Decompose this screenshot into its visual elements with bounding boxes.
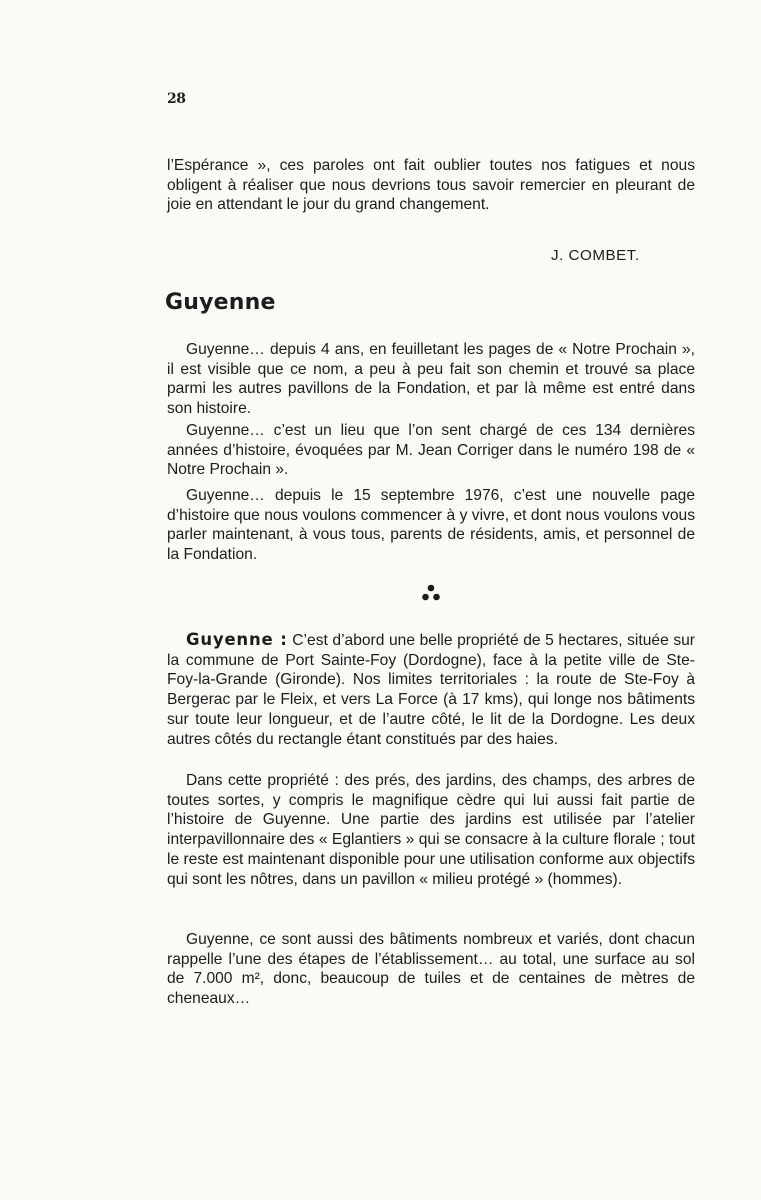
author-signature: J. COMBET.	[551, 247, 640, 264]
description-text: C’est d’abord une belle propriété de 5 hectares, située sur la commune de Port Sainte-Foy (Dordogne), face à la petite ville de Ste-Foy-la-Grande (Gironde). Nos limites territoriales : la route de Ste-Foy à Bergerac par le Fleix, et vers La Force (à 17 kms), qui longe nos bâtiments sur toute leur longueur, et de l’autre côté, le lit de la Dordogne. Les deux autres côtés du rectangle étant constitués par des haies.	[167, 632, 695, 748]
section-title: Guyenne	[165, 290, 276, 315]
property-paragraph: Dans cette propriété : des prés, des jardins, des champs, des arbres de toutes sortes, y compris le magnifique cèdre qui lui aussi fait partie de l’histoire de Guyenne. Une partie des jardins est utilisée par l’atelier interpavillonnaire des « Eglantiers » qui se consacre à la culture florale ; tout le reste est maintenant disponible pour une utilisation conforme aux objectifs qui sont les nôtres, dans un pavillon « milieu protégé » (hommes).	[167, 772, 695, 888]
description-paragraph	[167, 630, 695, 749]
description-lead: Guyenne :	[186, 630, 288, 649]
intro-paragraph: l’Espérance », ces paroles ont fait oublier toutes nos fatigues et nous obligent à réaliser que nous devrions tous savoir remercier en pleurant de joie en attendant le jour du grand changement.	[167, 157, 695, 214]
history-paragraph-2: Guyenne… c’est un lieu que l’on sent chargé de ces 134 dernières années d’histoire, évoquées par M. Jean Corriger dans le numéro 198 de « Notre Prochain ».	[167, 422, 695, 479]
asterism-ornament-icon	[420, 583, 442, 603]
history-paragraph-3: Guyenne… depuis le 15 septembre 1976, c’est une nouvelle page d’histoire que nous voulons commencer à y vivre, et dont nous voulons vous parler maintenant, à vous tous, parents de résidents, amis, et personnel de la Fondation.	[167, 487, 695, 564]
history-paragraph-1: Guyenne… depuis 4 ans, en feuilletant les pages de « Notre Prochain », il est visible que ce nom, a peu à peu fait son chemin et trouvé sa place parmi les autres pavillons de la Fondation, et par là même est entré dans son histoire.	[167, 341, 695, 418]
page-number: 28	[167, 91, 186, 107]
buildings-paragraph: Guyenne, ce sont aussi des bâtiments nombreux et variés, dont chacun rappelle l’une des étapes de l’établissement… au total, une surface au sol de 7.000 m², donc, beaucoup de tuiles et de centaines de mètres de cheneaux…	[167, 931, 695, 1008]
